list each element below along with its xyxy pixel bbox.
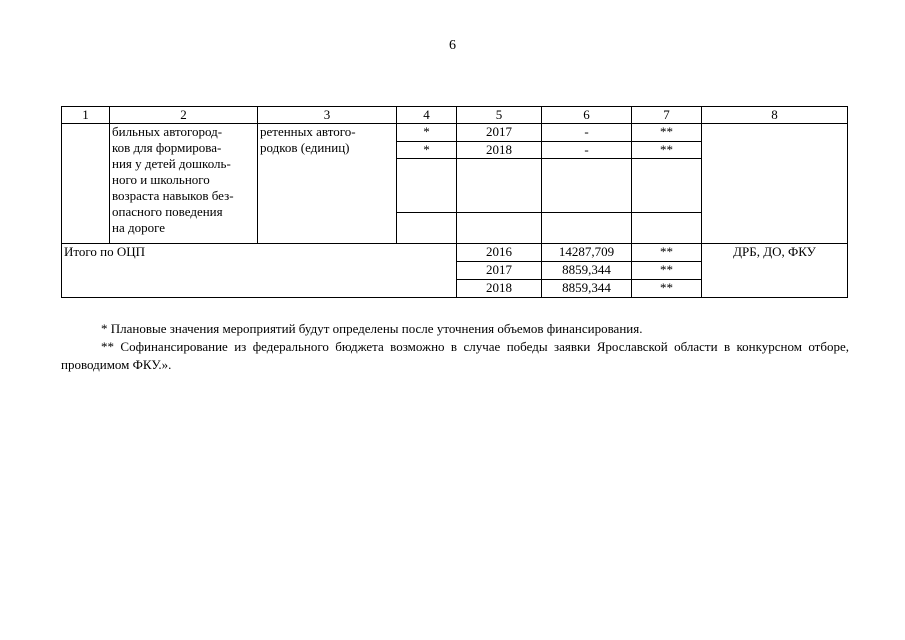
empty-cell [457, 159, 542, 213]
footnote-1: * Плановые значения мероприятий будут определены после уточнения объемов финансирования. [101, 321, 643, 336]
empty-cell [397, 159, 457, 213]
empty-cell [542, 213, 632, 244]
total-amount-cell: 8859,344 [542, 262, 632, 280]
col-header-8: 8 [702, 107, 848, 124]
item-indicator-line: ретенных автого- [260, 124, 356, 139]
empty-cell [457, 213, 542, 244]
footnotes [61, 320, 849, 374]
total-year-cell: 2018 [457, 280, 542, 298]
federal-cell: ** [632, 142, 702, 159]
item-number-cell [62, 124, 110, 244]
empty-cell [542, 159, 632, 213]
table-row [62, 124, 848, 142]
total-amount-cell: 14287,709 [542, 244, 632, 262]
planned-value-cell: * [397, 142, 457, 159]
item-name-line: ного и школьного [112, 172, 210, 187]
empty-cell [632, 213, 702, 244]
header-row [62, 107, 848, 124]
total-amount-cell: 8859,344 [542, 280, 632, 298]
total-year-cell: 2016 [457, 244, 542, 262]
year-cell: 2017 [457, 124, 542, 142]
total-label-cell: Итого по ОЦП [62, 244, 457, 298]
item-name-line: опасного поведения [112, 204, 223, 219]
item-name-line: ков для формирова- [112, 140, 222, 155]
amount-cell: - [542, 124, 632, 142]
total-row [62, 244, 848, 262]
col-header-2: 2 [110, 107, 258, 124]
col-header-6: 6 [542, 107, 632, 124]
program-table [61, 106, 848, 298]
page-number: 6 [449, 38, 456, 53]
col-header-7: 7 [632, 107, 702, 124]
total-federal-cell: ** [632, 244, 702, 262]
col-header-3: 3 [258, 107, 397, 124]
planned-value-cell: * [397, 124, 457, 142]
empty-cell [632, 159, 702, 213]
item-name-cell [110, 124, 258, 244]
year-cell: 2018 [457, 142, 542, 159]
item-name-line: бильных автогород- [112, 124, 223, 139]
empty-cell [397, 213, 457, 244]
executor-cell [702, 124, 848, 244]
item-name-line: возраста навыков без- [112, 188, 234, 203]
col-header-1: 1 [62, 107, 110, 124]
total-federal-cell: ** [632, 262, 702, 280]
item-indicator-line: родков (единиц) [260, 140, 350, 155]
col-header-5: 5 [457, 107, 542, 124]
item-indicator-cell [258, 124, 397, 244]
item-name-line: на дороге [112, 220, 166, 235]
federal-cell: ** [632, 124, 702, 142]
footnote-2: ** Софинансирование из федерального бюджета возможно в случае победы заявки Ярославской области в конкурсном отборе, проводимом ФКУ.». [61, 339, 849, 372]
total-federal-cell: ** [632, 280, 702, 298]
amount-cell: - [542, 142, 632, 159]
total-executor-cell: ДРБ, ДО, ФКУ [702, 244, 848, 298]
item-name-line: ния у детей дошколь- [112, 156, 231, 171]
total-year-cell: 2017 [457, 262, 542, 280]
col-header-4: 4 [397, 107, 457, 124]
